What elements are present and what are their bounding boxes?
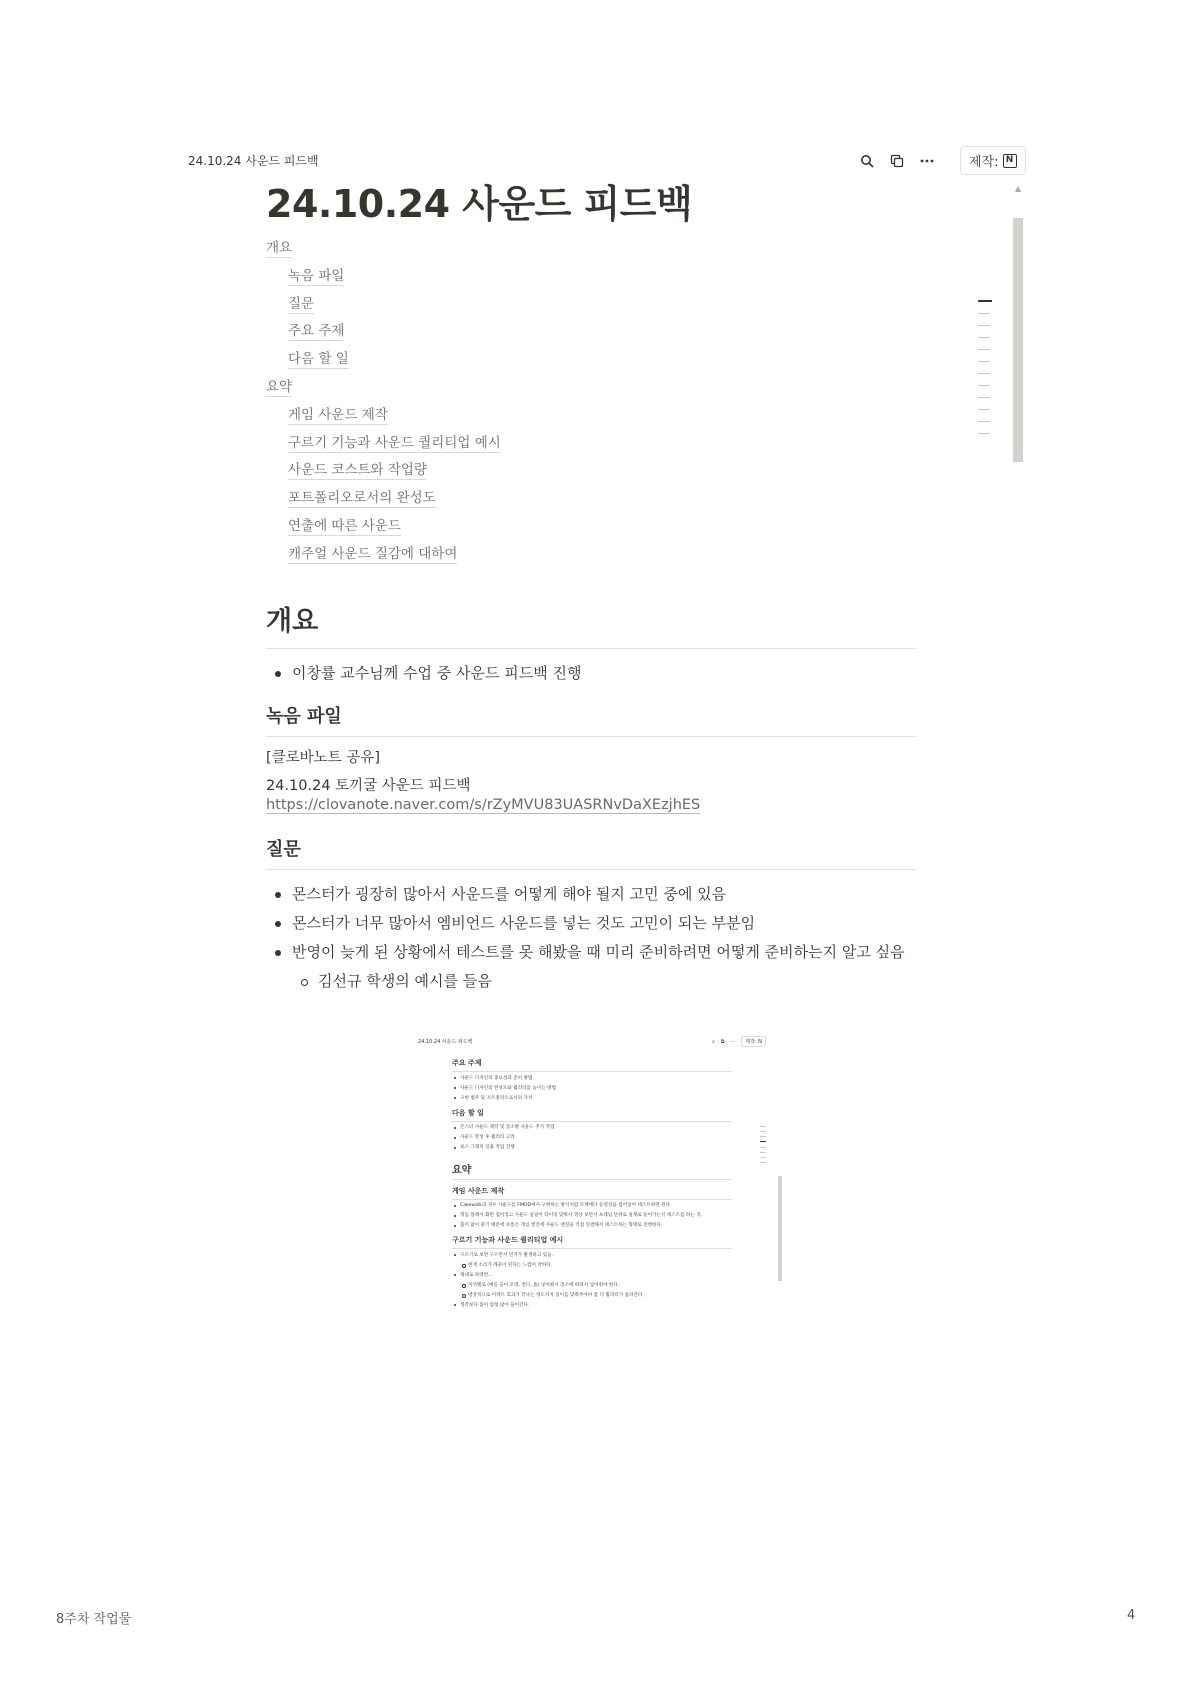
toc-mark[interactable]	[978, 373, 990, 374]
page-title: 24.10.24 사운드 피드백	[266, 182, 693, 226]
toc-mark[interactable]	[978, 349, 990, 350]
toc-mark[interactable]	[978, 325, 990, 326]
toc-minimap[interactable]	[978, 300, 992, 445]
embedded-summary-heading: 요약	[452, 1165, 472, 1176]
divider	[266, 736, 916, 737]
toc-item[interactable]: 사운드 코스트와 작업량	[288, 462, 427, 479]
toc-item[interactable]: 요약	[266, 378, 293, 395]
toc-mark[interactable]	[978, 300, 992, 302]
overview-heading: 개요	[266, 605, 319, 637]
topbar-breadcrumb[interactable]: 24.10.24 사운드 피드백	[188, 154, 319, 168]
toc-mark	[760, 1141, 766, 1142]
duplicate-icon[interactable]	[888, 152, 906, 170]
list-item: 생각보다 몹이 엄청 많이 들어간다.	[452, 1302, 732, 1309]
toc-item[interactable]: 다음 할 일	[288, 351, 349, 368]
toc-mark[interactable]	[978, 337, 990, 338]
embedded-scrollbar	[778, 1176, 782, 1281]
footer-document-title: 8주차 작업물	[56, 1612, 132, 1627]
toc-item[interactable]: 녹음 파일	[288, 267, 345, 284]
divider	[266, 648, 916, 649]
toc-item[interactable]: 캐주얼 사운드 질감에 대하여	[288, 545, 458, 562]
share-label: [클로바노트 공유]	[266, 749, 380, 766]
toc-mark	[760, 1152, 766, 1153]
list-item: 보스 그래픽 연출 작업 진행	[452, 1144, 732, 1151]
toc-mark[interactable]	[978, 385, 990, 386]
embedded-game-heading: 게임 사운드 제작	[452, 1186, 505, 1195]
list-item: Cakewalk의 경우 사운드를 FMOD에서 구현하는 방식처럼 트랙에다 동영상을 집어넣어 테스트하면 된다.	[452, 1202, 732, 1209]
list-item-nested: 김선규 학생의 예시를 들음	[266, 967, 916, 996]
toc-item[interactable]: 게임 사운드 제작	[288, 406, 388, 423]
table-of-contents	[266, 238, 916, 572]
toc-mark[interactable]	[978, 409, 990, 410]
toc-item[interactable]: 연출에 따른 사운드	[288, 517, 401, 534]
toc-mark	[760, 1126, 766, 1127]
divider	[452, 1071, 732, 1072]
toc-mark	[760, 1147, 766, 1148]
list-item: 구현 범주 및 포트폴리오로서의 가치	[452, 1095, 732, 1102]
toc-mark[interactable]	[978, 421, 990, 422]
scroll-up-arrow-icon[interactable]: ▲	[1015, 184, 1022, 193]
search-icon: ⌕	[712, 1038, 715, 1045]
toc-mark	[760, 1162, 766, 1163]
toc-item[interactable]: 주요 주제	[288, 323, 345, 340]
divider	[452, 1248, 732, 1249]
list-item: 이창률 교수님께 수업 중 사운드 피드백 진행	[266, 659, 916, 688]
toc-mark[interactable]	[978, 397, 990, 398]
search-icon[interactable]	[858, 152, 876, 170]
embedded-screenshot	[416, 1036, 788, 1424]
embedded-made-with: 제작: N	[741, 1036, 766, 1047]
divider	[266, 869, 916, 870]
list-item: 몬스터 사운드 제작 및 장소별 사운드 추가 작업	[452, 1124, 732, 1131]
recording-heading: 녹음 파일	[266, 705, 342, 727]
embedded-breadcrumb: 24.10.24 사운드 피드백	[418, 1039, 473, 1045]
questions-list	[266, 880, 916, 996]
toc-item[interactable]: 포트폴리오로서의 완성도	[288, 490, 436, 507]
recording-link[interactable]: https://clovanote.naver.com/s/rZyMVU83UASRNvDaXEzjhES	[266, 796, 701, 813]
list-item: 반영이 늦게 된 상황에서 테스트를 못 해봤을 때 미리 준비하려면 어떻게 준비하는지 알고 싶음	[266, 938, 916, 967]
toc-item[interactable]: 구르기 기능과 사운드 퀄리티업 예시	[288, 434, 501, 451]
list-item: 사운드 디자인의 완성도와 퀄리티를 높이는 방법	[452, 1085, 732, 1092]
toc-mark	[760, 1131, 766, 1132]
toc-item[interactable]: 질문	[288, 295, 315, 312]
embedded-todo-heading: 다음 할 일	[452, 1108, 484, 1117]
list-item: 사운드 완성 후 퀄리티 고려	[452, 1134, 732, 1141]
duplicate-icon: ⧉	[720, 1038, 725, 1045]
list-item: 몬스터가 너무 많아서 엠비언드 사운드를 넣는 것도 고민이 되는 부분임	[266, 909, 916, 938]
list-item: 사운드 디자인의 중요성과 준비 방법	[452, 1075, 732, 1082]
embedded-topbar-actions	[712, 1036, 766, 1047]
page-content	[266, 178, 916, 996]
made-with-label: 제작:	[969, 155, 999, 170]
list-item-nested: 현재 소리가 깨끗이 된다는 느낌이 약하다.	[452, 1262, 732, 1269]
toc-mark	[760, 1157, 766, 1158]
embedded-topics-heading: 주요 주제	[452, 1059, 482, 1067]
list-item-nested: 지역별로 (예를 들어 모래, 잔디, 흙) 넣어줘서 장소에 따라서 넣어줘야 한다.	[452, 1282, 732, 1289]
made-with-notion-button[interactable]	[960, 146, 1026, 175]
scrollbar-thumb[interactable]	[1013, 218, 1023, 462]
footer-page-number: 4	[1127, 1608, 1136, 1623]
list-item: 몬스터가 굉장히 많아서 사운드를 어떻게 해야 될지 고민 중에 있음	[266, 880, 916, 909]
more-icon: ···	[730, 1038, 736, 1045]
notion-logo-icon: N	[1003, 154, 1017, 168]
list-item: 제대로 하려면...	[452, 1272, 732, 1279]
overview-list	[266, 659, 916, 688]
divider	[452, 1121, 732, 1122]
recording-title: 24.10.24 토끼굴 사운드 피드백	[266, 777, 471, 794]
toc-mark[interactable]	[978, 313, 990, 314]
toc-item[interactable]: 개요	[266, 240, 293, 256]
topbar-actions	[858, 146, 1026, 175]
embedded-toc-minimap	[760, 1126, 768, 1167]
toc-mark[interactable]	[978, 433, 990, 434]
more-icon[interactable]	[918, 152, 936, 170]
embedded-roll-heading: 구르기 기능과 사운드 퀄리티업 예시	[452, 1236, 564, 1244]
list-item: 몹이 많이 쓸기 때문에 보통은 게임 엔진에 사운드 엔진을 직접 연결해서 테스트하는 형태로 진행한다.	[452, 1222, 732, 1229]
toc-mark[interactable]	[978, 361, 990, 362]
toc-mark	[760, 1136, 766, 1137]
embedded-body	[452, 1058, 732, 1309]
list-item: 구르기로 보면 구르면서 먼지가 발생하고 있음.	[452, 1252, 732, 1259]
divider	[452, 1179, 732, 1180]
list-item-nested: 영상적으로 이펙트 효과가 끝나는 정도까지 길이를 맞춰주어야 좀 더 퀄리티가 올라간다.	[452, 1292, 732, 1299]
list-item: 게임 플레이 화면 집어넣고 사운드 일일이 타이밍 맞춰서 영상 보면서 프레임 단위로 실제로 들어가는지 테스트를 하는 것.	[452, 1212, 732, 1219]
divider	[452, 1199, 732, 1200]
questions-heading: 질문	[266, 838, 301, 860]
